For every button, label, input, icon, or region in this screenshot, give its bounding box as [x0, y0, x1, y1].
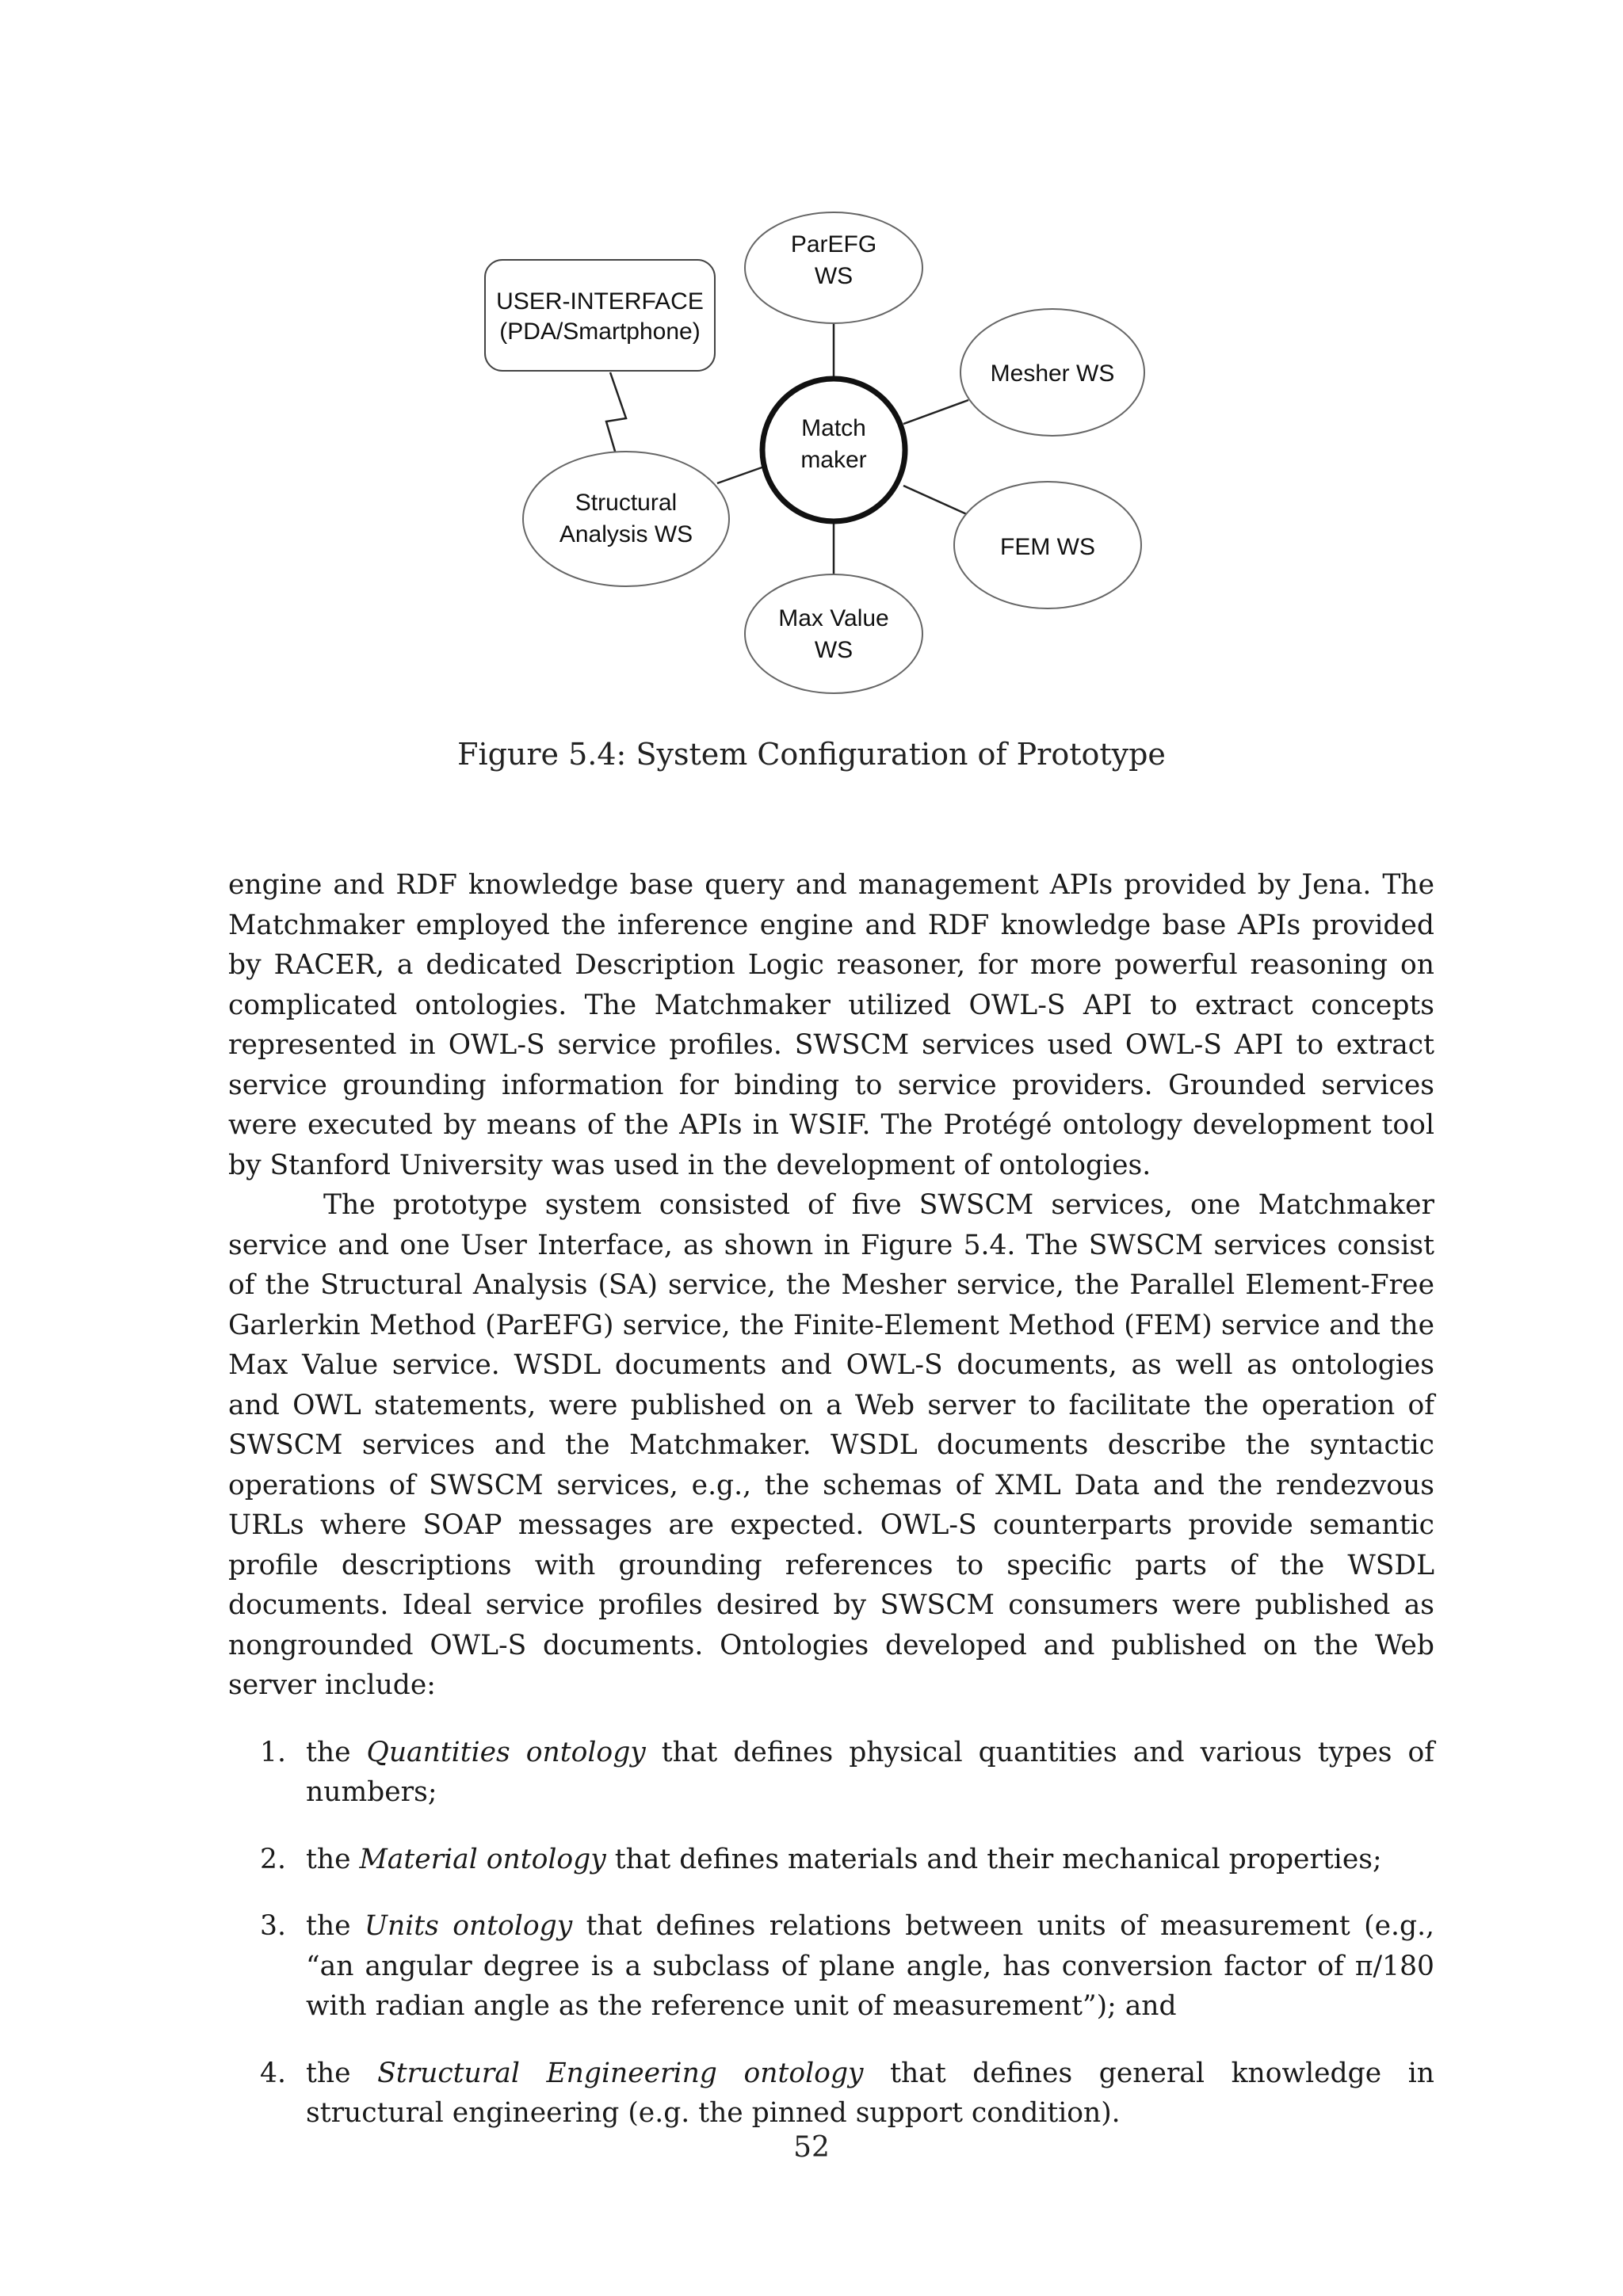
list-item — [228, 1840, 1434, 1880]
paragraph: The prototype system consisted of five SWSCM services, one Matchmaker service and one User Interface, as shown in Figure 5.4. The SWSCM services consist of the Structural Analysis (SA) service, the Mesher service, the Parallel Element-Free Garlerkin Method (ParEFG) service, the Finite-Element Method (FEM) service and the Max Value service. WSDL documents and OWL-S documents, as well as ontologies and OWL statements, were published on a Web server to facilitate the operation of SWSCM services and the Matchmaker. WSDL documents describe the syntactic operations of SWSCM services, e.g., the schemas of XML Data and the rendezvous URLs where SOAP messages are expected. OWL-S counterparts provide semantic profile descriptions with grounding references to specific parts of the WSDL documents. Ideal service profiles desired by SWSCM consumers were published as nongrounded OWL-S documents. Ontologies developed and published on the Web server include: — [228, 1189, 1434, 1701]
list-post: that defines relations between units of measurement (e.g., “an angular degree is a subclass of plane angle, has conversion factor of π/180 with radian angle as the reference unit of measurement”); and — [306, 1910, 1435, 2022]
list-pre: the — [306, 2057, 378, 2089]
parefg-label-1: ParEFG — [790, 231, 877, 257]
matchmaker-label-2: maker — [800, 447, 867, 473]
list-item — [228, 1906, 1434, 2027]
max-value-ws-node — [745, 574, 922, 693]
list-pre: the — [306, 1736, 367, 1768]
list-number: 1. — [260, 1736, 286, 1768]
ontology-name: Quantities ontology — [366, 1736, 646, 1768]
edge-matchmaker-fem — [903, 486, 968, 515]
list-item — [228, 2054, 1434, 2134]
list-number: 4. — [260, 2057, 286, 2089]
user-interface-label-1: USER-INTERFACE — [496, 288, 704, 315]
structural-label-1: Structural — [575, 490, 678, 516]
list-number: 2. — [260, 1843, 286, 1875]
ontology-name: Material ontology — [359, 1843, 606, 1875]
mesher-label: Mesher WS — [990, 360, 1115, 387]
list-post: that defines physical quantities and various types of numbers; — [306, 1736, 1435, 1808]
page-number: 52 — [793, 2131, 830, 2164]
list-pre: the — [306, 1843, 360, 1875]
list-number: 3. — [260, 1910, 286, 1942]
structural-label-2: Analysis WS — [559, 521, 693, 547]
body-text — [228, 865, 1434, 2161]
ontology-name: Units ontology — [364, 1910, 573, 1942]
ontology-list — [228, 1733, 1434, 2134]
ontology-name: Structural Engineering ontology — [377, 2057, 864, 2089]
maxvalue-label-2: WS — [814, 637, 854, 663]
list-post: that defines materials and their mechanical properties; — [605, 1843, 1382, 1875]
matchmaker-label-1: Match — [801, 415, 866, 441]
system-configuration-diagram — [0, 0, 1623, 713]
paragraph: engine and RDF knowledge base query and management APIs provided by Jena. The Matchmaker employed the inference engine and RDF knowledge base APIs provided by RACER, a dedicated Description Logic reasoner, for more powerful reasoning on complicated ontologies. The Matchmaker utilized OWL-S API to extract concepts represented in OWL-S service profiles. SWSCM services used OWL-S API to extract service grounding information for binding to service providers. Grounded services were executed by means of the APIs in WSIF. The Protégé ontology development tool by Stanford University was used in the development of ontologies. — [228, 869, 1434, 1181]
edge-matchmaker-structural — [717, 466, 766, 483]
fem-label: FEM WS — [1000, 534, 1095, 560]
list-pre: the — [306, 1910, 365, 1942]
user-interface-box — [485, 260, 715, 371]
figure-caption: Figure 5.4: System Configuration of Prototype — [457, 737, 1166, 772]
parefg-label-2: WS — [814, 263, 854, 289]
list-item — [228, 1733, 1434, 1813]
edge-matchmaker-mesher — [903, 400, 968, 424]
structural-analysis-ws-node — [523, 452, 729, 586]
user-interface-label-2: (PDA/Smartphone) — [499, 318, 701, 345]
maxvalue-label-1: Max Value — [778, 605, 889, 631]
list-post: that defines general knowledge in structural engineering (e.g. the pinned support condition). — [306, 2057, 1435, 2129]
